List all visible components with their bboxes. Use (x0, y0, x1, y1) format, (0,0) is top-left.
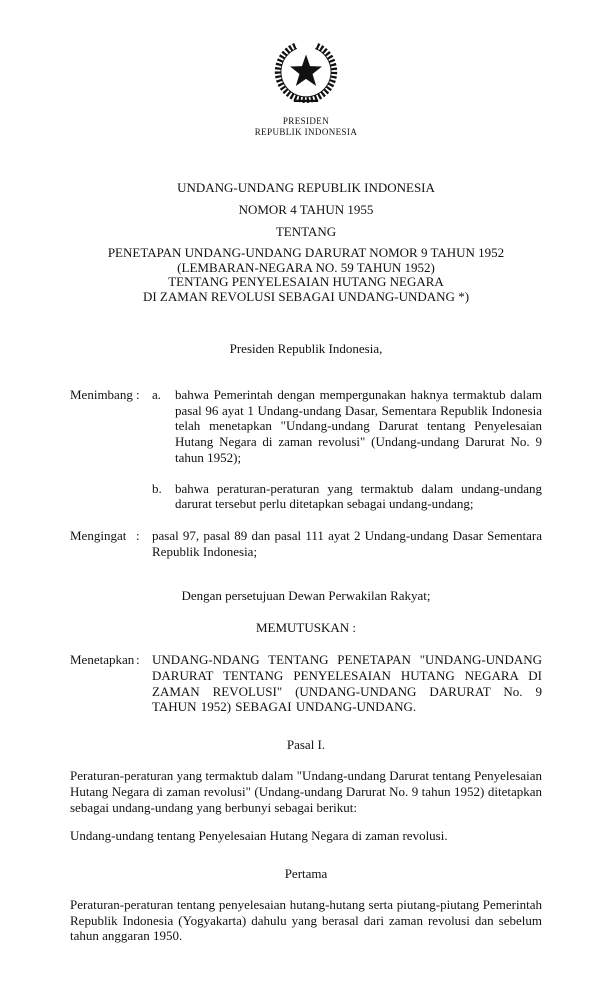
title-line-6: TENTANG PENYELESAIAN HUTANG NEGARA (168, 274, 444, 289)
item-marker: b. (152, 480, 162, 496)
approval-line: Dengan persetujuan Dewan Perwakilan Rakyat; (181, 588, 431, 604)
bottom-margin (70, 957, 542, 1008)
item-marker: a. (152, 387, 162, 402)
enacting-text: UNDANG-NDANG TENTANG PENETAPAN "UNDANG-UNDANG DARURAT TENTANG PENYELESAIAN HUTANG NEGARA DI ZAMAN REVOLUSI" (UNDANG-UNDANG DARURAT No. 9 TAHUN 1952) SEBAGAI UNDANG-UNDANG. (152, 652, 542, 715)
considering-item-a (152, 387, 542, 466)
presidential-seal-icon (268, 34, 344, 110)
title-line-1: UNDANG-UNDANG REPUBLIK INDONESIA (177, 180, 435, 195)
pertama-heading: Pertama (284, 865, 328, 881)
item-text: bahwa Pemerintah dengan mempergunakan haknya termaktub dalam pasal 96 ayat 1 Undang-undang Dasar, Sementara Republik Indonesia telah menetapkan "Undang-undang Darurat tentang Penyelesaian Hutang Negara di zaman revolusi" (Undang-undang Darurat No. 9 tahun 1952); (175, 387, 542, 465)
decides-heading: MEMUTUSKAN : (255, 620, 357, 636)
letterhead-republik-indonesia: REPUBLIK INDONESIA (254, 127, 358, 137)
considering-colon: : (136, 387, 140, 402)
letterhead-presiden: PRESIDEN (282, 116, 330, 126)
title-line-2: NOMOR 4 TAHUN 1955 (238, 202, 374, 217)
article-1-paragraph-2: Undang-undang tentang Penyelesaian Hutang Negara di zaman revolusi. (70, 828, 448, 844)
enacting-clause (70, 652, 542, 715)
recalling-clause (70, 528, 542, 559)
document-title-block (70, 180, 542, 304)
recalling-label: Mengingat (70, 527, 127, 543)
enacting-label: Menetapkan (70, 652, 135, 668)
considering-body (152, 387, 542, 512)
pertama-paragraph: Peraturan-peraturan tentang penyelesaian hutang-hutang serta piutang-piutang Pemerintah Republik Indonesia (Yogyakarta) dahulu yang berasal dari zaman revolusi dan sebelum tahun anggaran 1950. (70, 896, 542, 944)
recalling-colon: : (136, 527, 140, 543)
salutation: Presiden Republik Indonesia, (229, 341, 383, 356)
article-1-heading: Pasal I. (286, 737, 326, 753)
recalling-text: pasal 97, pasal 89 dan pasal 111 ayat 2 Undang-undang Dasar Sementara Republik Indonesia; (152, 527, 542, 559)
considering-clause (70, 387, 542, 512)
considering-item-b (152, 481, 542, 512)
title-line-4: PENETAPAN UNDANG-UNDANG DARURAT NOMOR 9 TAHUN 1952 (107, 245, 505, 260)
article-1-paragraph-1: Peraturan-peraturan yang termaktub dalam "Undang-undang Darurat tentang Penyelesaian Hutang Negara di zaman revolusi" (Undang-undang Darurat No. 9 tahun 1952) ditetapkan sebagai undang-undang yang berbunyi sebagai berikut: (70, 768, 542, 815)
enacting-colon: : (136, 652, 140, 668)
title-line-5: (LEMBARAN-NEGARA NO. 59 TAHUN 1952) (177, 259, 435, 275)
title-line-3: TENTANG (275, 224, 337, 239)
title-line-7: DI ZAMAN REVOLUSI SEBAGAI UNDANG-UNDANG *) (142, 288, 470, 304)
item-text: bahwa peraturan-peraturan yang termaktub dalam undang-undang darurat tersebut perlu ditetapkan sebagai undang-undang; (175, 480, 542, 512)
letterhead (70, 34, 542, 138)
considering-label: Menimbang (70, 387, 133, 402)
